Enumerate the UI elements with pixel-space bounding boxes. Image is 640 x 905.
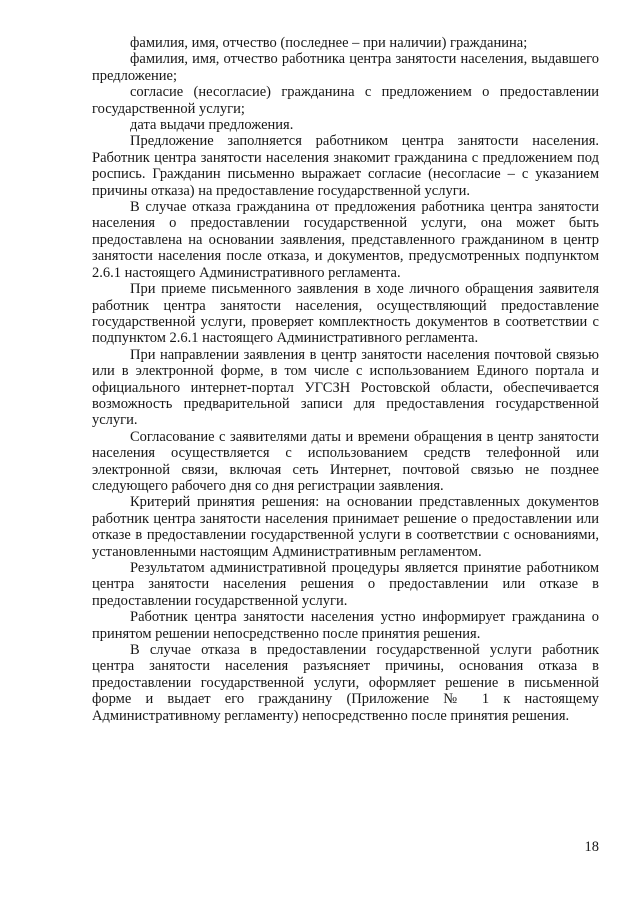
paragraph: согласие (несогласие) гражданина с предложением о предоставлении государственной услуги; — [92, 84, 599, 117]
paragraph: При направлении заявления в центр занятости населения почтовой связью или в электронной форме, в том числе с использованием Единого портала и официального интернет-портал УГСЗН Ростовской области, обеспечивается возможность предварительной записи для предоставления государственной услуги. — [92, 346, 599, 429]
paragraph: фамилия, имя, отчество (последнее – при наличии) гражданина; — [130, 35, 528, 51]
page-number: 18 — [584, 839, 599, 855]
paragraph: Согласование с заявителями даты и времени обращения в центр занятости населения осуществляется с использованием средств телефонной или электронной связи, включая сеть Интернет, почтовой связью не позднее следующего рабочего дня со дня регистрации заявления. — [92, 428, 599, 494]
paragraph: Работник центра занятости населения устно информирует гражданина о принятом решении непосредственно после принятия решения. — [92, 609, 599, 642]
paragraph: Результатом административной процедуры является принятие работником центра занятости населения решения о предоставлении или отказе в предоставлении государственной услуги. — [92, 560, 599, 609]
paragraph: В случае отказа гражданина от предложения работника центра занятости населения о предоставлении государственной услуги, она может быть предоставлена на основании заявления, представленного гражданином в центр занятости населения после отказа, и документов, предусмотренных подпунктом 2.6.1 настоящего Административного регламента. — [92, 199, 599, 281]
paragraph: Предложение заполняется работником центра занятости населения. Работник центра занятости населения знакомит гражданина с предложением под роспись. Гражданин письменно выражает согласие (несогласие – с указанием причины отказа) на предоставление государственной услуги. — [92, 133, 599, 199]
document-body — [92, 35, 599, 724]
paragraph: фамилия, имя, отчество работника центра занятости населения, выдавшего предложение; — [92, 51, 599, 84]
paragraph: дата выдачи предложения. — [130, 117, 294, 134]
paragraph: При приеме письменного заявления в ходе личного обращения заявителя работник центра занятости населения, осуществляющий предоставление государственной услуги, проверяет комплектность документов в соответствии с подпунктом 2.6.1 настоящего Административного регламента. — [92, 281, 599, 347]
paragraph: В случае отказа в предоставлении государственной услуги работник центра занятости населения разъясняет причины, основания отказа в предоставлении государственной услуги, оформляет решение в письменной форме и выдает его гражданину (Приложение № 1 к настоящему Административному регламенту) непосредственно после принятия решения. — [92, 642, 599, 724]
paragraph: Критерий принятия решения: на основании представленных документов работник центра занятости населения принимает решение о предоставлении или отказе в предоставлении государственной услуги в соответствии с основаниями, установленными настоящим Административным регламентом. — [92, 494, 599, 560]
